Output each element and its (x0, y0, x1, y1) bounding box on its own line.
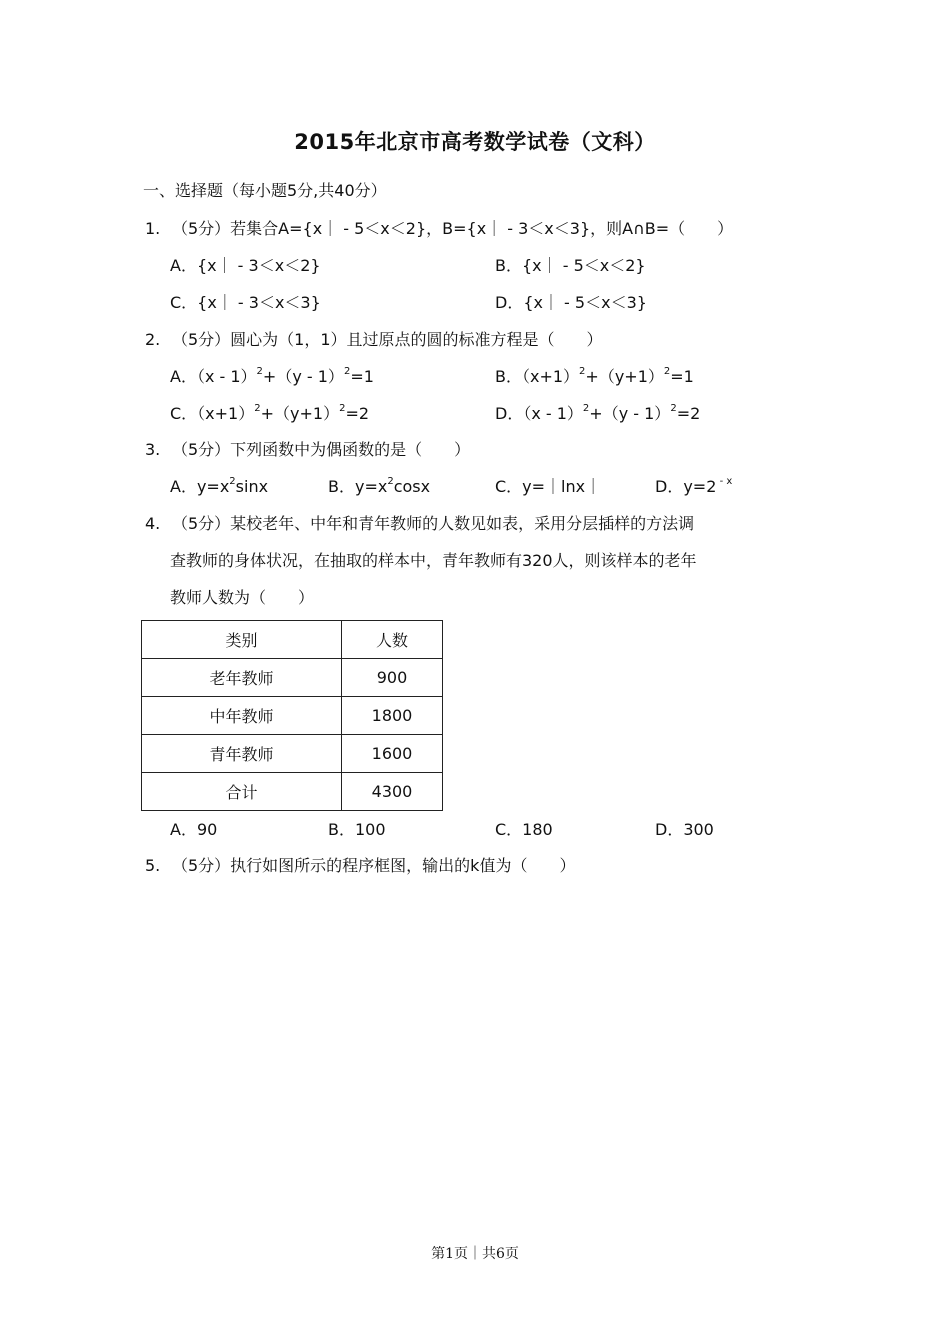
q4-option-c: C．180 (495, 820, 553, 839)
q4-option-a: A．90 (170, 820, 218, 839)
q1-option-d: D．{x｜ - 5＜x＜3} (495, 293, 647, 312)
table-cell: 1600 (342, 735, 443, 773)
q4-option-d: D．300 (655, 820, 714, 839)
q1-stem: （5分）若集合A={x｜ - 5＜x＜2}，B={x｜ - 3＜x＜3}，则A∩B=（ ） (172, 219, 734, 238)
section-heading: 一、选择题（每小题5分,共40分） (143, 181, 387, 200)
q2-number: 2. (145, 330, 161, 349)
q1-option-b: B．{x｜ - 5＜x＜2} (495, 256, 646, 275)
q1-option-a: A．{x｜ - 3＜x＜2} (170, 256, 321, 275)
table-row (142, 735, 443, 773)
table-cell: 青年教师 (142, 735, 342, 773)
q3-option-c: C．y=｜lnx｜ (495, 477, 602, 496)
q3-stem: （5分）下列函数中为偶函数的是（ ） (172, 440, 471, 459)
table-row (142, 697, 443, 735)
table-header-count: 人数 (342, 621, 443, 659)
q2-stem: （5分）圆心为（1，1）且过原点的圆的标准方程是（ ） (172, 330, 603, 349)
table-header-row (142, 621, 443, 659)
q2-option-a: A．（x - 1）$^2$+（y - 1）$^2$=1 (170, 365, 374, 386)
table-cell: 4300 (342, 773, 443, 811)
q5-stem: （5分）执行如图所示的程序框图，输出的k值为（ ） (172, 856, 576, 875)
page-footer: 第1页｜共6页 (431, 1246, 519, 1262)
q4-option-b: B．100 (328, 820, 386, 839)
q4-stem-line-2: 查教师的身体状况，在抽取的样本中，青年教师有320人，则该样本的老年 (170, 551, 697, 570)
teacher-count-table (141, 620, 443, 811)
q3-option-b: B．$y=x^2\cos x$ (328, 475, 431, 496)
q1-number: 1. (145, 219, 161, 238)
table-header-category: 类别 (142, 621, 342, 659)
table-cell: 合计 (142, 773, 342, 811)
table-cell: 中年教师 (142, 697, 342, 735)
q3-option-a: A．$y=x^2\sin x$ (170, 475, 269, 496)
q2-option-b: B．$(x+1)^2+(y+1)^2=1$ (495, 365, 694, 386)
q2-option-d: D．（x - 1）$^2$+（y - 1）$^2$=2 (495, 402, 701, 423)
table-row (142, 659, 443, 697)
q1-option-c: C．{x｜ - 3＜x＜3} (170, 293, 321, 312)
q3-number: 3. (145, 440, 161, 459)
q4-stem-line-3: 教师人数为（ ） (170, 588, 315, 607)
table-cell: 1800 (342, 697, 443, 735)
q5-number: 5. (145, 856, 161, 875)
table-cell: 老年教师 (142, 659, 342, 697)
q4-number: 4. (145, 514, 161, 533)
page-title: 2015年北京市高考数学试卷（文科） (294, 130, 656, 154)
table-cell: 900 (342, 659, 443, 697)
q4-stem-line-1: （5分）某校老年、中年和青年教师的人数见如表，采用分层插样的方法调 (172, 514, 695, 533)
q2-option-c: C．$(x+1)^2+(y+1)^2=2$ (170, 402, 370, 423)
table-row (142, 773, 443, 811)
q3-option-d: D．y=2 $^{- x}$ (655, 475, 733, 496)
